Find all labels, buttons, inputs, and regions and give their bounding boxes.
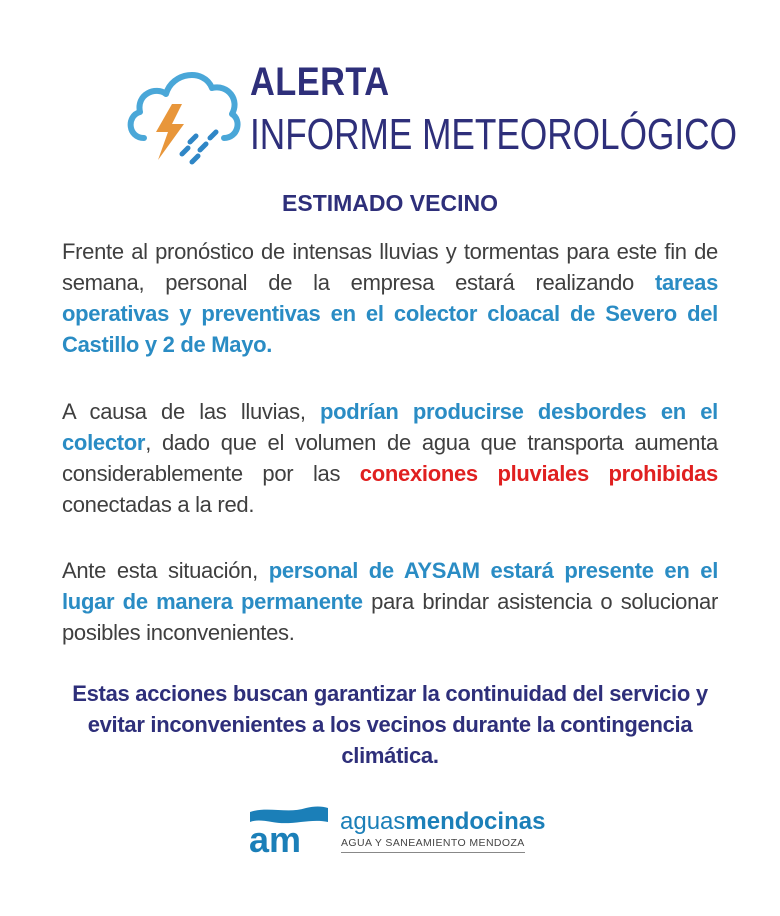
am-logo-letters: am [249, 819, 302, 856]
closing-statement: Estas acciones buscan garantizar la continuidad del servicio y evitar inconvenientes a los vecinos durante la contingencia climática. [72, 681, 708, 768]
paragraph-assistance [62, 555, 718, 648]
greeting-heading: ESTIMADO VECINO [282, 190, 498, 216]
paragraph-text: conectadas a la red. [62, 492, 255, 517]
paragraph-overflow [62, 396, 718, 520]
logo-name-light: aguas [340, 808, 406, 835]
highlight-text: personal de AYSAM estará presente en el lugar de manera permanente [62, 558, 719, 614]
paragraph-text: A causa de las lluvias, [62, 399, 320, 424]
paragraph-text: para brindar asistencia o solucionar posibles inconvenientes. [62, 589, 718, 645]
alert-header [0, 0, 780, 180]
paragraph-text: , dado que el volumen de agua que transporta aumenta considerablemente por las [62, 430, 718, 486]
warning-text: conexiones pluviales prohibidas [359, 461, 718, 486]
aguas-mendocinas-logo [248, 804, 548, 860]
paragraph-forecast [62, 236, 718, 360]
storm-cloud-icon [122, 58, 244, 170]
report-subtitle: INFORME METEOROLÓGICO [250, 110, 737, 159]
logo-tagline: AGUA Y SANEAMIENTO MENDOZA [341, 837, 525, 853]
highlight-text: tareas operativas y preventivas en el colector cloacal de Severo del Castillo y 2 de Mayo. [62, 270, 718, 357]
paragraph-text: Ante esta situación, [62, 558, 269, 583]
paragraph-text: Frente al pronóstico de intensas lluvias y tormentas para este fin de semana, personal de la empresa estará realizando [62, 239, 718, 295]
highlight-text: podrían producirse desbordes en el colector [62, 399, 718, 455]
logo-name-bold: mendocinas [405, 808, 546, 835]
alert-title: ALERTA [250, 60, 390, 104]
am-logo-mark [248, 804, 330, 856]
logo-wordmark [340, 808, 545, 836]
